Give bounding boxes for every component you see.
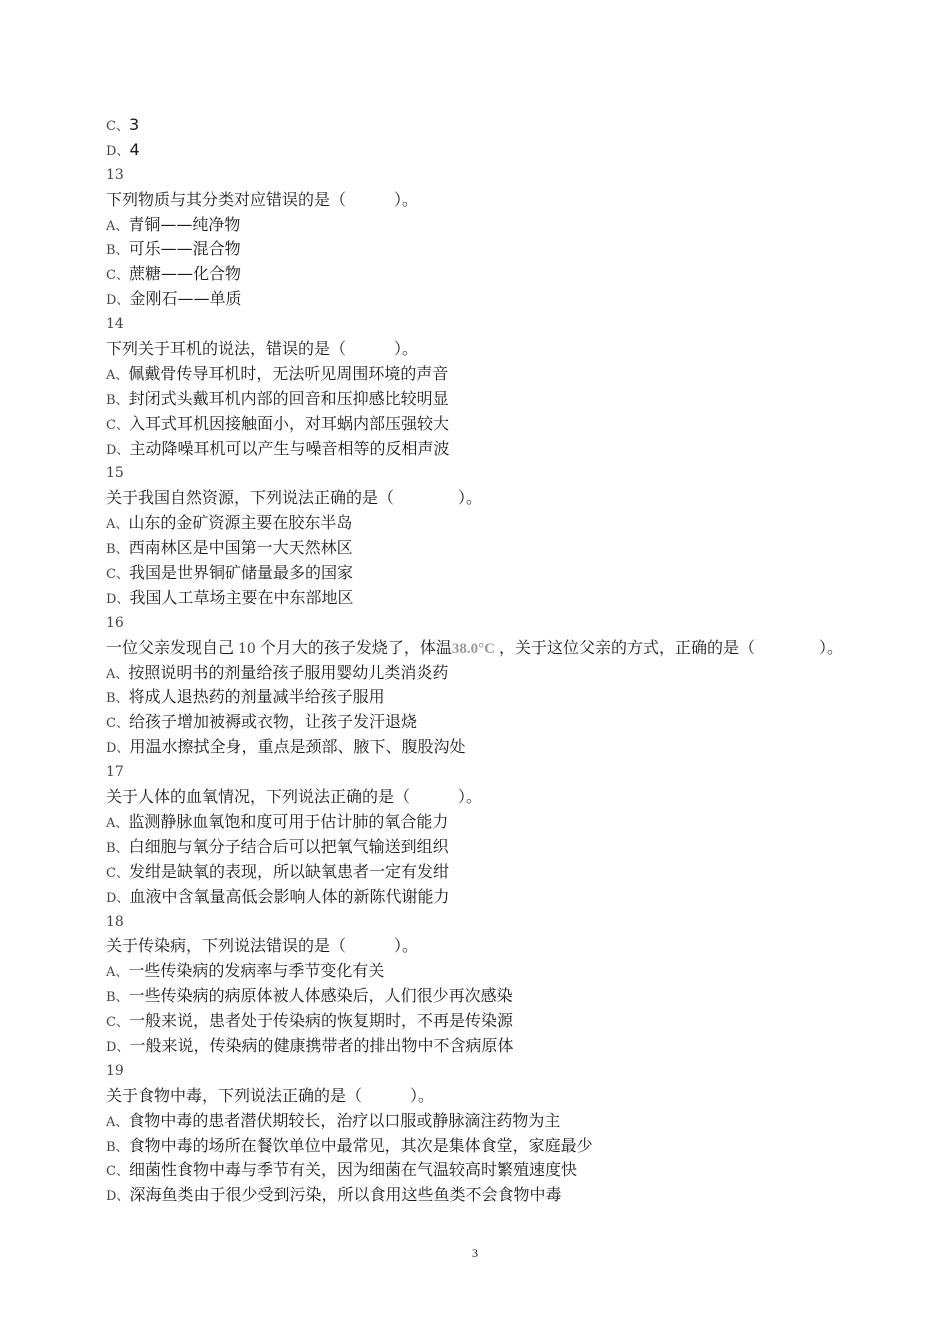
answer-option [106,1009,906,1034]
option-letter: D、 [106,442,130,458]
answer-option [106,685,906,710]
answer-option [106,262,906,287]
option-text: 按照说明书的剂量给孩子服用婴幼儿类消炎药 [128,662,449,682]
option-text: 我国是世界铜矿储量最多的国家 [128,563,353,583]
option-letter: C、 [106,1015,129,1031]
option-letter: A、 [106,666,129,682]
question-number: 13 [106,166,124,183]
option-text: 用温水擦拭全身，重点是颈部、腋下、腹股沟处 [129,737,466,757]
question-text: 关于传染病，下列说法错误的是（ ）。 [106,936,419,956]
answer-option [106,810,906,835]
option-letter: C、 [106,567,129,583]
option-text: 4 [129,139,140,159]
option-text: 血液中含氧量高低会影响人体的新陈代谢能力 [129,886,450,906]
option-text: 主动降噪耳机可以产生与噪音相等的反相声波 [129,438,450,458]
option-text: 一些传染病的发病率与季节变化有关 [128,961,385,981]
answer-option [106,586,906,611]
option-text: 入耳式耳机因接触面小，对耳蜗内部压强较大 [128,413,449,433]
option-text: 食物中毒的患者潜伏期较长，治疗以口服或静脉滴注药物为主 [128,1110,561,1130]
answer-option [106,885,906,910]
body-temperature: 38.0°C [451,640,495,657]
option-text: 3 [128,115,140,134]
option-letter: B、 [106,542,129,558]
option-letter: A、 [106,1114,129,1130]
option-text: 深海鱼类由于很少受到污染，所以食用这些鱼类不会食物中毒 [129,1185,562,1205]
option-letter: C、 [106,417,129,433]
option-text: 发绀是缺氧的表现，所以缺氧患者一定有发绀 [128,861,449,881]
answer-option [106,412,906,437]
option-letter: C、 [106,865,129,881]
option-letter: C、 [106,716,129,732]
answer-option [106,1183,906,1208]
answer-option [106,237,906,262]
option-letter: C、 [106,1164,129,1180]
option-letter: B、 [106,392,129,408]
question-number: 19 [106,1062,124,1079]
question-list [106,113,906,1208]
option-letter: B、 [106,691,129,707]
question-text: 下列关于耳机的说法，错误的是（ ）。 [106,339,419,359]
question-text [106,636,906,661]
option-letter: D、 [106,741,130,757]
option-text: 山东的金矿资源主要在胶东半岛 [128,513,353,533]
option-letter: C、 [106,268,129,284]
option-letter: A、 [106,815,129,831]
answer-option [106,437,906,462]
option-text: 可乐——混合物 [128,239,241,259]
answer-option [106,1134,906,1159]
option-letter: A、 [106,367,129,383]
answer-option [106,213,906,238]
answer-option [106,984,906,1009]
answer-option [106,710,906,735]
option-text: 青铜——纯净物 [128,214,241,234]
answer-option [106,362,906,387]
option-letter: D、 [106,1189,130,1205]
child-age: 10 [238,640,256,657]
question-number: 16 [106,614,124,631]
option-text: 西南林区是中国第一大天然林区 [128,538,353,558]
question-number: 18 [106,913,124,930]
question-number: 17 [106,764,124,781]
option-text: 细菌性食物中毒与季节有关，因为细菌在气温较高时繁殖速度快 [128,1160,577,1180]
option-text: 我国人工草场主要在中东部地区 [129,587,354,607]
option-letter: D、 [106,890,130,906]
option-text: 给孩子增加被褥或衣物，让孩子发汗退烧 [128,712,417,732]
option-letter: A、 [106,218,129,234]
option-letter: B、 [106,243,129,259]
answer-option [106,113,906,138]
option-text: 监测静脉血氧饱和度可用于估计肺的氧合能力 [128,811,449,831]
option-text: 一般来说，患者处于传染病的恢复期时，不再是传染源 [128,1011,513,1031]
question-text-part: 一位父亲发现自己 [106,637,235,657]
question-text: 关于人体的血氧情况，下列说法正确的是（ ）。 [106,787,483,807]
option-letter: D、 [106,1039,130,1055]
answer-option [106,387,906,412]
question-text-part: 个月大的孩子发烧了，体温 [259,637,452,657]
question-number: 15 [106,465,124,482]
question-number: 14 [106,316,124,333]
option-text: 蔗糖——化合物 [128,264,241,284]
answer-option [106,661,906,686]
option-text: 一些传染病的病原体被人体感染后，人们很少再次感染 [128,986,513,1006]
option-letter: A、 [106,965,129,981]
answer-option [106,1109,906,1134]
answer-option [106,287,906,312]
option-text: 白细胞与氧分子结合后可以把氧气输送到组织 [128,836,449,856]
option-letter: C、 [106,119,129,134]
option-letter: D、 [106,293,130,309]
option-letter: B、 [106,1139,129,1155]
answer-option [106,735,906,760]
answer-option [106,1158,906,1183]
answer-option [106,860,906,885]
question-text: 关于食物中毒，下列说法正确的是（ ）。 [106,1085,435,1105]
option-letter: D、 [106,143,130,159]
answer-option [106,536,906,561]
answer-option [106,1034,906,1059]
option-letter: B、 [106,840,129,856]
question-text: 下列物质与其分类对应错误的是（ ）。 [106,189,419,209]
answer-option [106,959,906,984]
option-letter: B、 [106,990,129,1006]
answer-option [106,511,906,536]
option-text: 金刚石——单质 [129,289,242,309]
question-text-part: ，关于这位父亲的方式，正确的是（ ）。 [498,637,843,657]
page-number: 3 [472,1246,478,1260]
option-text: 一般来说，传染病的健康携带者的排出物中不含病原体 [129,1035,514,1055]
option-letter: A、 [106,517,129,533]
answer-option [106,138,906,163]
option-text: 佩戴骨传导耳机时，无法听见周围环境的声音 [128,363,449,383]
answer-option [106,835,906,860]
option-text: 食物中毒的场所在餐饮单位中最常见，其次是集体食堂，家庭最少 [128,1135,593,1155]
answer-option [106,561,906,586]
option-text: 封闭式头戴耳机内部的回音和压抑感比较明显 [128,388,449,408]
option-text: 将成人退热药的剂量减半给孩子服用 [128,687,385,707]
option-letter: D、 [106,591,130,607]
question-text: 关于我国自然资源，下列说法正确的是（ ）。 [106,488,483,508]
